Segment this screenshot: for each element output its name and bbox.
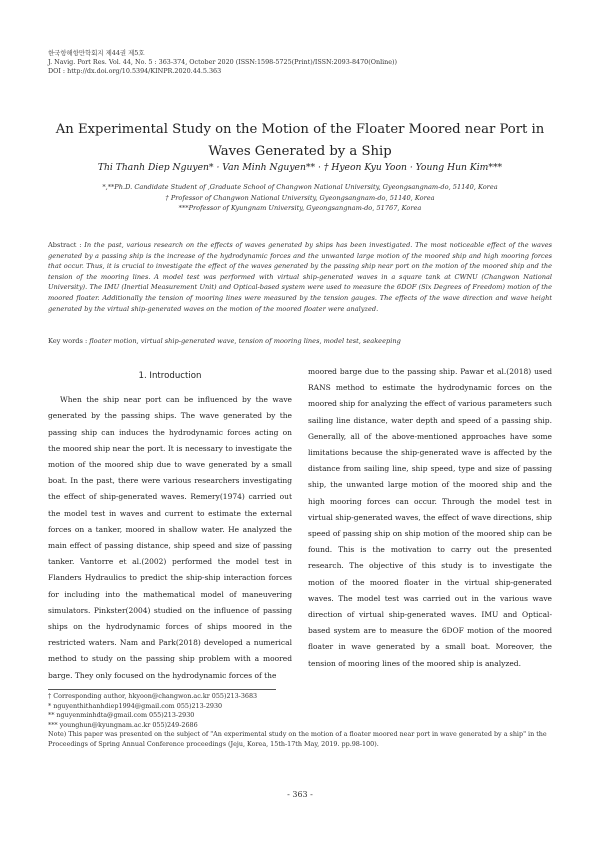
body-paragraph: moored barge due to the passing ship. Pawar et al.(2018) used RANS method to estimate the hydrodynamic forces on the moored ship for analyzing the effect of various parameters such sailing line distance, water depth and speed of a passing ship. Generally, all of the above-mentioned approaches have some limitations because the ship-generated wave is affected by the distance from sailing line, ship speed, type and size of passing ship, the unwanted large motion of the moored ship and the high mooring forces can occur. Through the model test in virtual ship-generated waves, the effect of wave directions, ship speed of passing ship on ship motion of the moored ship can be found. This is the motivation to carry out the presented research. The objective of this study is to investigate the motion of the moored floater in the virtual ship-generated waves. The model test was carried out in the various wave direction of virtual ship-generated waves. IMU and Optical-based system are to measure the 6DOF motion of the moored floater in wave generated by a small boat. Moreover, the tension of mooring lines of the moored ship is analyzed. — [308, 367, 552, 668]
footnote-corresponding-author: † Corresponding author, hkyoon@changwon.ac.kr 055)213-3683 — [48, 692, 258, 700]
footnote-author-1: * nguyenthithanhdiep1994@gmail.com 055)213-2930 — [48, 701, 223, 710]
affiliation-3: ***Professor of Kyungnam University, Gyeongsangnam-do, 51767, Korea — [178, 204, 422, 212]
abstract-text: In the past, various research on the effects of waves generated by ships has been investigated. The most noticeable effect of the waves generated by a passing ship is the increase of the hydrodynamic forces and the unwanted large motion of the moored ship and high mooring forces that occur. Thus, it is crucial to investigate the effect of the waves generated by the passing ship near port on the motion of the moored ship and the tension of the mooring lines. A model test was performed with virtual ship-generated waves in a square tank at CWNU (Changwon National University). The IMU (Inertial Measurement Unit) and Optical-based system were used to measure the 6DOF (Six Degrees of Freedom) motion of the moored floater. Additionally the tension of mooring lines were measured by the tension gauges. The effects of the wave direction and wave height generated by the virtual ship-generated waves on the motion of the moored floater were analyzed. — [48, 241, 552, 313]
affiliation-1: *,**Ph.D. Candidate Student of ,Graduate School of Changwon National University, Gyeongsangnam-do, 51140, Korea — [102, 183, 498, 191]
journal-citation: J. Navig. Port Res. Vol. 44, No. 5 : 363-374, October 2020 (ISSN:1598-5725(Print)/ISSN:2093-8470(Online)) — [48, 58, 398, 66]
footnote-author-2: ** nguyenminhdta@gmail.com 055)213-2930 — [48, 711, 195, 720]
footnotes — [48, 692, 558, 750]
affiliation-2: † Professor of Changwon National University, Gyeongsangnam-do, 51140, Korea — [165, 193, 435, 202]
journal-masthead — [48, 49, 568, 76]
page-number: - 363 - — [287, 790, 313, 799]
footnote-note: Note) This paper was presented on the subject of "An experimental study on the motion of a floater moored near port in wave generated by a ship" in the Proceedings of Spring Annual Conference proceedings (Jeju, Korea, 15th-17th May, 2019. pp.98-100). — [48, 730, 547, 748]
keywords — [48, 337, 552, 345]
keywords-text: floater motion, virtual ship-generated wave, tension of mooring lines, model test, seakeeping — [89, 337, 401, 345]
abstract — [48, 240, 552, 314]
author-list: Thi Thanh Diep Nguyen* · Van Minh Nguyen** · † Hyeon Kyu Yoon · Young Hun Kim*** — [97, 162, 503, 173]
section-heading-introduction: 1. Introduction — [138, 371, 202, 381]
body-column-left — [48, 364, 292, 684]
keywords-label: Key words : — [48, 337, 90, 345]
body-paragraph: When the ship near port can be influenced by the wave generated by the passing ships. The wave generated by the passing ship can induces the hydrodynamic forces acting on the moored ship near the port. It is necessary to investigate the motion of the moored ship due to wave generated by a small boat. In the past, there were various researchers investigating the effect of ship-generated waves. Remery(1974) carried out the model test in waves and current to estimate the external forces on a tanker, moored in shallow water. He analyzed the main effect of passing distance, ship speed and size of passing tanker. Vantorre et al.(2002) performed the model test in Flanders Hydraulics to predict the ship-ship interaction forces for including into the mathematical model of maneuvering simulators. Pinkster(2004) studied on the influence of passing ships on the hydrodynamic forces of ships moored in the restricted waters. Nam and Park(2018) developed a numerical method to study on the passing ship problem with a moored barge. They only focused on the hydrodynamic forces of the — [48, 395, 292, 680]
abstract-label: Abstract : — [48, 241, 85, 249]
doi-line: DOI : http://dx.doi.org/10.5394/KINPR.2020.44.5.363 — [48, 67, 222, 75]
paper-title: An Experimental Study on the Motion of the Floater Moored near Port in Waves Generated by a Ship — [55, 121, 545, 159]
body-column-right — [308, 364, 552, 672]
footnote-author-3: *** younghun@kyungnam.ac.kr 055)249-2686 — [48, 720, 198, 729]
journal-korean-title: 한국항해항만학회지 제44권 제5호 — [48, 49, 145, 57]
affiliations — [40, 182, 560, 214]
footnote-divider — [48, 689, 276, 690]
